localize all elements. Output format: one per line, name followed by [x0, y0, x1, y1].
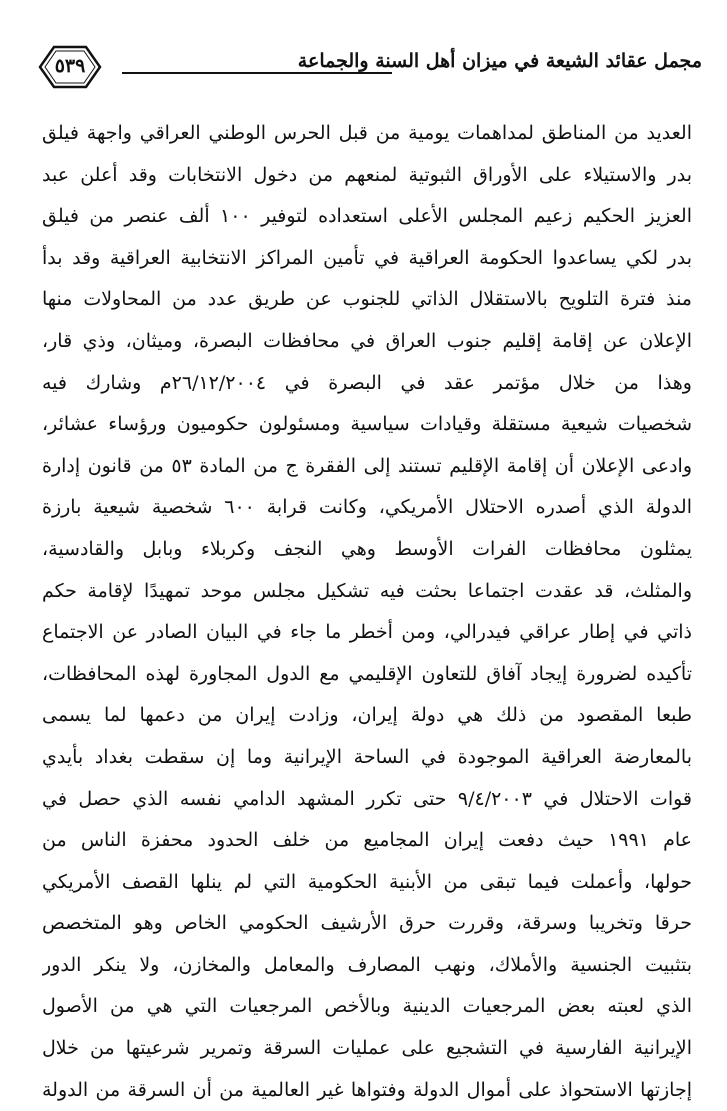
page-number-badge [38, 45, 102, 89]
header-rule [122, 72, 392, 74]
running-title: مجمل عقائد الشيعة في ميزان أهل السنة والجماعة [297, 50, 702, 72]
text-line: الدولة الذي أصدره الاحتلال الأمريكي، وكانت قرابة ٦٠٠ شخصية شيعية بارزة [42, 496, 692, 519]
text-line: منذ فترة التلويح بالاستقلال الذاتي للجنوب عن طريق عدد من المحاولات منها [42, 288, 692, 311]
text-line: تأكيده لضرورة إيجاد آفاق للتعاون الإقليمي مع الدول المجاورة لهذه المحافظات، [42, 662, 692, 685]
text-line: بدر والاستيلاء على الأوراق الثبوتية لمنعهم من دخول الانتخابات وقد أعلن عبد [42, 163, 692, 186]
text-line: العزيز الحكيم زعيم المجلس الأعلى استعداده لتوفير ١٠٠ ألف عنصر من فيلق [42, 205, 692, 228]
text-line: والمثلث، قد عقدت اجتماعا بحثت فيه تشكيل مجلس موحد تمهيدًا لإقامة حكم [42, 579, 692, 602]
text-line: إجازتها الاستحواذ على أموال الدولة وفتواها غير العالمية من أن السرقة من الدولة [42, 1078, 692, 1101]
text-line: بالمعارضة العراقية الموجودة في الساحة الإيرانية وما إن سقطت بغداد بأيدي [42, 745, 692, 768]
running-header [30, 42, 702, 94]
text-line: وهذا من خلال مؤتمر عقد في البصرة في ٢٦/١٢/٢٠٠٤م وشارك فيه [42, 371, 692, 394]
text-line: بدر لكي يساعدوا الحكومة العراقية في تأمين المراكز الانتخابية العراقية وقد بدأ [42, 246, 692, 269]
text-line: يمثلون محافظات الفرات الأوسط وهي النجف وكربلاء وبابل والقادسية، [42, 537, 692, 560]
text-line: ذاتي في إطار عراقي فيدرالي، ومن أخطر ما جاء في البيان الصادر عن الاجتماع [42, 621, 692, 644]
text-line: حرقا وتخريبا وسرقة، وقررت حرق الأرشيف الحكومي الخاص وهو المتخصص [42, 912, 692, 935]
text-line: الذي لعبته بعض المرجعيات الدينية وبالأخص المرجعيات التي هي من الأصول [42, 995, 692, 1018]
text-line: وادعى الإعلان أن إقامة الإقليم تستند إلى الفقرة ج من المادة ٥٣ من قانون إدارة [42, 454, 692, 477]
text-line: شخصيات شيعية مستقلة وقيادات سياسية ومسئولون حكوميون ورؤساء عشائر، [42, 413, 692, 436]
text-line: الإعلان عن إقامة إقليم جنوب العراق في محافظات البصرة، وميثان، وذي قار، [42, 329, 692, 352]
body-text [42, 113, 692, 1111]
text-line: حولها، وأعملت فيما تبقى من الأبنية الحكومية التي لم ينلها القصف الأمريكي [42, 870, 692, 893]
text-line: قوات الاحتلال في ٩/٤/٢٠٠٣ حتى تكرر المشهد الدامي نفسه الذي حصل في [42, 787, 692, 810]
text-line: الإيرانية الفارسية في التشجيع على عمليات السرقة وتمرير شرعيتها من خلال [42, 1037, 692, 1060]
text-line: طبعا المقصود من ذلك هي دولة إيران، وزادت إيران من دعمها لما يسمى [42, 704, 692, 727]
text-line: العديد من المناطق لمداهمات يومية من قبل الحرس الوطني العراقي واجهة فيلق [42, 122, 692, 144]
page-number: ٥٣٩ [54, 55, 86, 77]
text-line: عام ١٩٩١ حيث دفعت إيران المجاميع من خلف الحدود محفزة الناس من [42, 829, 692, 852]
text-line: بتثبيت الجنسية والأملاك، ونهب المصارف والمعامل والمخازن، ولا ينكر الدور [42, 953, 692, 976]
